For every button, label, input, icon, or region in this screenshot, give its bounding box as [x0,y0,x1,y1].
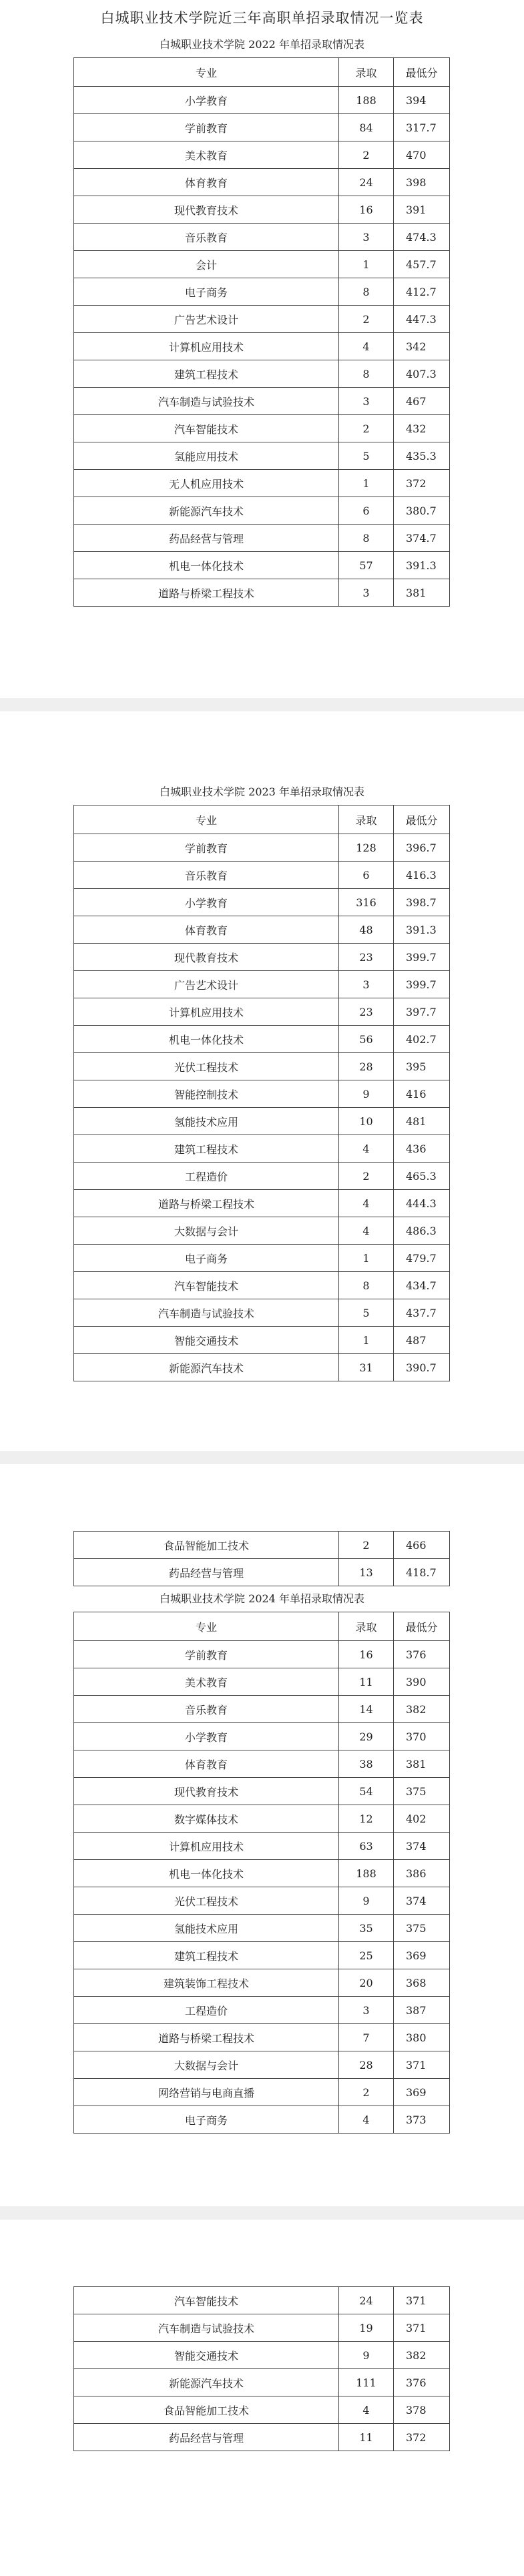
table-row [74,87,450,114]
table-row [74,169,450,196]
cell-major: 小学教育 [74,889,339,916]
cell-min-score: 436 [394,1135,450,1163]
cell-admitted: 3 [339,224,394,251]
cell-min-score: 390 [394,1668,450,1696]
cell-admitted: 35 [339,1915,394,1942]
cell-major: 现代教育技术 [74,1778,339,1805]
cell-min-score: 474.3 [394,224,450,251]
table-row [74,1723,450,1750]
cell-major: 计算机应用技术 [74,333,339,360]
cell-admitted: 9 [339,1080,394,1108]
cell-min-score: 372 [394,470,450,497]
table-row [74,224,450,251]
header-min-score: 最低分 [394,806,450,834]
table-row [74,1026,450,1053]
table-row [74,1942,450,1969]
cell-admitted: 8 [339,1272,394,1299]
table-row [74,114,450,141]
table-row [74,1559,450,1586]
cell-admitted: 38 [339,1750,394,1778]
table-row [74,1887,450,1915]
cell-min-score: 395 [394,1053,450,1080]
cell-major: 机电一体化技术 [74,1860,339,1887]
cell-min-score: 372 [394,2424,450,2451]
table-row [74,916,450,944]
cell-major: 电子商务 [74,278,339,306]
cell-admitted: 316 [339,889,394,916]
table-row [74,579,450,607]
cell-major: 电子商务 [74,1245,339,1272]
cell-major: 食品智能加工技术 [74,1532,339,1559]
cell-min-score: 391.3 [394,552,450,579]
cell-min-score: 391.3 [394,916,450,944]
table-body-2023-continued [74,1532,450,1586]
table-row [74,552,450,579]
cell-min-score: 435.3 [394,442,450,470]
table-row [74,2106,450,2134]
cell-major: 食品智能加工技术 [74,2396,339,2424]
cell-major: 电子商务 [74,2106,339,2134]
cell-admitted: 3 [339,388,394,415]
cell-min-score: 390.7 [394,1354,450,1381]
cell-admitted: 16 [339,1641,394,1668]
cell-min-score: 371 [394,2314,450,2342]
cell-min-score: 466 [394,1532,450,1559]
cell-major: 药品经营与管理 [74,2424,339,2451]
cell-min-score: 467 [394,388,450,415]
cell-major: 小学教育 [74,87,339,114]
cell-admitted: 5 [339,1299,394,1327]
cell-min-score: 402 [394,1805,450,1833]
table-row [74,2342,450,2369]
table-row [74,1641,450,1668]
cell-admitted: 6 [339,497,394,525]
cell-min-score: 416.3 [394,862,450,889]
table-row [74,2079,450,2106]
cell-admitted: 7 [339,2024,394,2051]
page-gap [0,1451,524,1464]
cell-major: 药品经营与管理 [74,1559,339,1586]
table-2023-continued [73,1531,450,1586]
cell-admitted: 13 [339,1559,394,1586]
cell-admitted: 2 [339,2079,394,2106]
cell-major: 美术教育 [74,141,339,169]
sheet-2023 [0,711,524,1451]
cell-major: 学前教育 [74,834,339,862]
cell-admitted: 4 [339,2396,394,2424]
cell-admitted: 4 [339,1217,394,1245]
cell-major: 体育教育 [74,916,339,944]
cell-major: 机电一体化技术 [74,1026,339,1053]
header-min-score: 最低分 [394,58,450,87]
table-header-row [74,1612,450,1641]
cell-min-score: 374 [394,1887,450,1915]
table-row [74,1860,450,1887]
cell-major: 无人机应用技术 [74,470,339,497]
cell-min-score: 399.7 [394,971,450,998]
cell-min-score: 374 [394,1833,450,1860]
table-2024-continued [73,2286,450,2451]
cell-major: 大数据与会计 [74,1217,339,1245]
cell-major: 体育教育 [74,169,339,196]
cell-admitted: 2 [339,415,394,442]
cell-major: 智能控制技术 [74,1080,339,1108]
cell-min-score: 396.7 [394,834,450,862]
cell-admitted: 24 [339,2287,394,2314]
cell-min-score: 375 [394,1778,450,1805]
table-caption-2024: 白城职业技术学院 2024 年单招录取情况表 [160,1592,364,1605]
cell-admitted: 9 [339,1887,394,1915]
cell-major: 现代教育技术 [74,944,339,971]
table-row [74,1668,450,1696]
cell-admitted: 31 [339,1354,394,1381]
cell-admitted: 6 [339,862,394,889]
cell-admitted: 23 [339,944,394,971]
table-row [74,862,450,889]
cell-admitted: 14 [339,1696,394,1723]
cell-min-score: 447.3 [394,306,450,333]
cell-min-score: 397.7 [394,998,450,1026]
cell-major: 机电一体化技术 [74,552,339,579]
cell-admitted: 54 [339,1778,394,1805]
cell-admitted: 9 [339,2342,394,2369]
cell-min-score: 371 [394,2051,450,2079]
cell-admitted: 1 [339,1327,394,1354]
document-title: 白城职业技术学院近三年高职单招录取情况一览表 [100,10,424,26]
cell-admitted: 29 [339,1723,394,1750]
page-gap [0,698,524,711]
table-caption-2023: 白城职业技术学院 2023 年单招录取情况表 [160,785,364,798]
cell-major: 学前教育 [74,114,339,141]
cell-major: 美术教育 [74,1668,339,1696]
cell-admitted: 5 [339,442,394,470]
cell-admitted: 8 [339,360,394,388]
table-row [74,360,450,388]
cell-major: 汽车智能技术 [74,2287,339,2314]
cell-admitted: 2 [339,1532,394,1559]
cell-admitted: 4 [339,333,394,360]
cell-major: 音乐教育 [74,1696,339,1723]
cell-major: 网络营销与电商直播 [74,2079,339,2106]
cell-major: 数字媒体技术 [74,1805,339,1833]
table-row [74,388,450,415]
cell-min-score: 465.3 [394,1163,450,1190]
cell-min-score: 381 [394,579,450,607]
cell-admitted: 1 [339,1245,394,1272]
table-row [74,1805,450,1833]
cell-major: 建筑工程技术 [74,360,339,388]
cell-major: 会计 [74,251,339,278]
cell-major: 建筑工程技术 [74,1135,339,1163]
cell-min-score: 437.7 [394,1299,450,1327]
cell-admitted: 63 [339,1833,394,1860]
table-row [74,1245,450,1272]
cell-min-score: 398.7 [394,889,450,916]
cell-major: 汽车制造与试验技术 [74,388,339,415]
cell-major: 氢能技术应用 [74,1915,339,1942]
table-row [74,1272,450,1299]
header-major: 专业 [74,806,339,834]
table-row [74,1833,450,1860]
cell-major: 学前教育 [74,1641,339,1668]
cell-min-score: 399.7 [394,944,450,971]
cell-admitted: 4 [339,1135,394,1163]
page-gap [0,2206,524,2220]
cell-min-score: 380 [394,2024,450,2051]
cell-min-score: 444.3 [394,1190,450,1217]
cell-admitted: 11 [339,1668,394,1696]
cell-major: 工程造价 [74,1997,339,2024]
cell-major: 汽车智能技术 [74,415,339,442]
table-row [74,1778,450,1805]
table-row [74,1190,450,1217]
cell-major: 新能源汽车技术 [74,1354,339,1381]
table-row [74,196,450,224]
cell-major: 汽车制造与试验技术 [74,2314,339,2342]
table-row [74,1108,450,1135]
table-row [74,1163,450,1190]
header-major: 专业 [74,58,339,87]
table-row [74,1750,450,1778]
cell-min-score: 416 [394,1080,450,1108]
table-row [74,278,450,306]
table-row [74,251,450,278]
cell-min-score: 398 [394,169,450,196]
sheet-2022 [0,0,524,698]
table-body-2024-continued [74,2287,450,2451]
cell-min-score: 481 [394,1108,450,1135]
cell-admitted: 1 [339,251,394,278]
cell-min-score: 375 [394,1915,450,1942]
cell-admitted: 3 [339,971,394,998]
cell-major: 汽车智能技术 [74,1272,339,1299]
cell-admitted: 188 [339,1860,394,1887]
cell-admitted: 12 [339,1805,394,1833]
cell-major: 小学教育 [74,1723,339,1750]
header-admitted: 录取 [339,1612,394,1641]
cell-admitted: 8 [339,525,394,552]
table-row [74,1135,450,1163]
table-row [74,944,450,971]
cell-major: 道路与桥梁工程技术 [74,1190,339,1217]
table-row [74,834,450,862]
cell-major: 计算机应用技术 [74,998,339,1026]
cell-major: 广告艺术设计 [74,306,339,333]
cell-min-score: 457.7 [394,251,450,278]
table-row [74,1299,450,1327]
cell-min-score: 386 [394,1860,450,1887]
cell-min-score: 407.3 [394,360,450,388]
cell-min-score: 369 [394,2079,450,2106]
table-row [74,1080,450,1108]
cell-min-score: 369 [394,1942,450,1969]
cell-admitted: 188 [339,87,394,114]
cell-admitted: 4 [339,2106,394,2134]
cell-admitted: 57 [339,552,394,579]
cell-min-score: 486.3 [394,1217,450,1245]
cell-admitted: 28 [339,1053,394,1080]
cell-major: 氢能应用技术 [74,442,339,470]
cell-admitted: 28 [339,2051,394,2079]
cell-min-score: 418.7 [394,1559,450,1586]
cell-major: 建筑工程技术 [74,1942,339,1969]
sheet-2024-continued [0,2220,524,2576]
cell-min-score: 380.7 [394,497,450,525]
cell-major: 计算机应用技术 [74,1833,339,1860]
cell-major: 药品经营与管理 [74,525,339,552]
cell-admitted: 111 [339,2369,394,2396]
table-row [74,2287,450,2314]
table-row [74,1354,450,1381]
cell-major: 智能交通技术 [74,1327,339,1354]
table-caption-2022: 白城职业技术学院 2022 年单招录取情况表 [160,38,364,51]
cell-admitted: 19 [339,2314,394,2342]
cell-min-score: 378 [394,2396,450,2424]
table-row [74,141,450,169]
table-row [74,497,450,525]
table-row [74,889,450,916]
table-2024 [73,1612,450,2134]
table-row [74,442,450,470]
cell-admitted: 4 [339,1190,394,1217]
table-2022 [73,57,450,607]
cell-admitted: 128 [339,834,394,862]
cell-min-score: 373 [394,2106,450,2134]
table-row [74,2024,450,2051]
cell-min-score: 376 [394,1641,450,1668]
cell-admitted: 3 [339,1997,394,2024]
table-body-2024 [74,1641,450,2134]
cell-admitted: 2 [339,1163,394,1190]
cell-major: 音乐教育 [74,224,339,251]
table-row [74,998,450,1026]
cell-major: 新能源汽车技术 [74,497,339,525]
table-row [74,1915,450,1942]
table-row [74,306,450,333]
cell-min-score: 391 [394,196,450,224]
cell-min-score: 342 [394,333,450,360]
cell-major: 体育教育 [74,1750,339,1778]
table-row [74,1997,450,2024]
cell-admitted: 16 [339,196,394,224]
cell-major: 广告艺术设计 [74,971,339,998]
cell-min-score: 317.7 [394,114,450,141]
sheet-2024 [0,1464,524,2206]
cell-admitted: 24 [339,169,394,196]
cell-min-score: 412.7 [394,278,450,306]
cell-min-score: 374.7 [394,525,450,552]
cell-major: 大数据与会计 [74,2051,339,2079]
cell-min-score: 402.7 [394,1026,450,1053]
header-admitted: 录取 [339,806,394,834]
table-row [74,2369,450,2396]
header-admitted: 录取 [339,58,394,87]
cell-min-score: 487 [394,1327,450,1354]
cell-admitted: 56 [339,1026,394,1053]
cell-min-score: 434.7 [394,1272,450,1299]
cell-major: 现代教育技术 [74,196,339,224]
table-row [74,2424,450,2451]
table-row [74,971,450,998]
table-row [74,1217,450,1245]
table-row [74,1969,450,1997]
cell-major: 建筑装饰工程技术 [74,1969,339,1997]
cell-min-score: 381 [394,1750,450,1778]
cell-min-score: 470 [394,141,450,169]
cell-admitted: 20 [339,1969,394,1997]
cell-major: 氢能技术应用 [74,1108,339,1135]
cell-min-score: 479.7 [394,1245,450,1272]
table-row [74,470,450,497]
table-2023 [73,805,450,1381]
cell-major: 新能源汽车技术 [74,2369,339,2396]
header-major: 专业 [74,1612,339,1641]
cell-major: 道路与桥梁工程技术 [74,2024,339,2051]
table-row [74,1696,450,1723]
table-row [74,2314,450,2342]
cell-admitted: 8 [339,278,394,306]
cell-major: 光伏工程技术 [74,1887,339,1915]
cell-min-score: 370 [394,1723,450,1750]
table-header-row [74,58,450,87]
table-row [74,2396,450,2424]
cell-admitted: 84 [339,114,394,141]
table-row [74,1532,450,1559]
table-row [74,333,450,360]
cell-major: 汽车制造与试验技术 [74,1299,339,1327]
cell-min-score: 382 [394,2342,450,2369]
header-min-score: 最低分 [394,1612,450,1641]
table-header-row [74,806,450,834]
table-row [74,1053,450,1080]
cell-major: 光伏工程技术 [74,1053,339,1080]
cell-min-score: 394 [394,87,450,114]
cell-min-score: 376 [394,2369,450,2396]
cell-major: 工程造价 [74,1163,339,1190]
table-row [74,2051,450,2079]
cell-admitted: 11 [339,2424,394,2451]
table-row [74,1327,450,1354]
cell-admitted: 2 [339,306,394,333]
cell-admitted: 2 [339,141,394,169]
cell-major: 智能交通技术 [74,2342,339,2369]
cell-major: 道路与桥梁工程技术 [74,579,339,607]
cell-admitted: 10 [339,1108,394,1135]
table-body-2023 [74,834,450,1381]
cell-min-score: 371 [394,2287,450,2314]
cell-min-score: 432 [394,415,450,442]
cell-admitted: 48 [339,916,394,944]
cell-min-score: 368 [394,1969,450,1997]
table-row [74,415,450,442]
table-body-2022 [74,87,450,607]
cell-min-score: 387 [394,1997,450,2024]
cell-min-score: 382 [394,1696,450,1723]
cell-admitted: 23 [339,998,394,1026]
table-row [74,525,450,552]
cell-major: 音乐教育 [74,862,339,889]
cell-admitted: 3 [339,579,394,607]
cell-admitted: 1 [339,470,394,497]
cell-admitted: 25 [339,1942,394,1969]
